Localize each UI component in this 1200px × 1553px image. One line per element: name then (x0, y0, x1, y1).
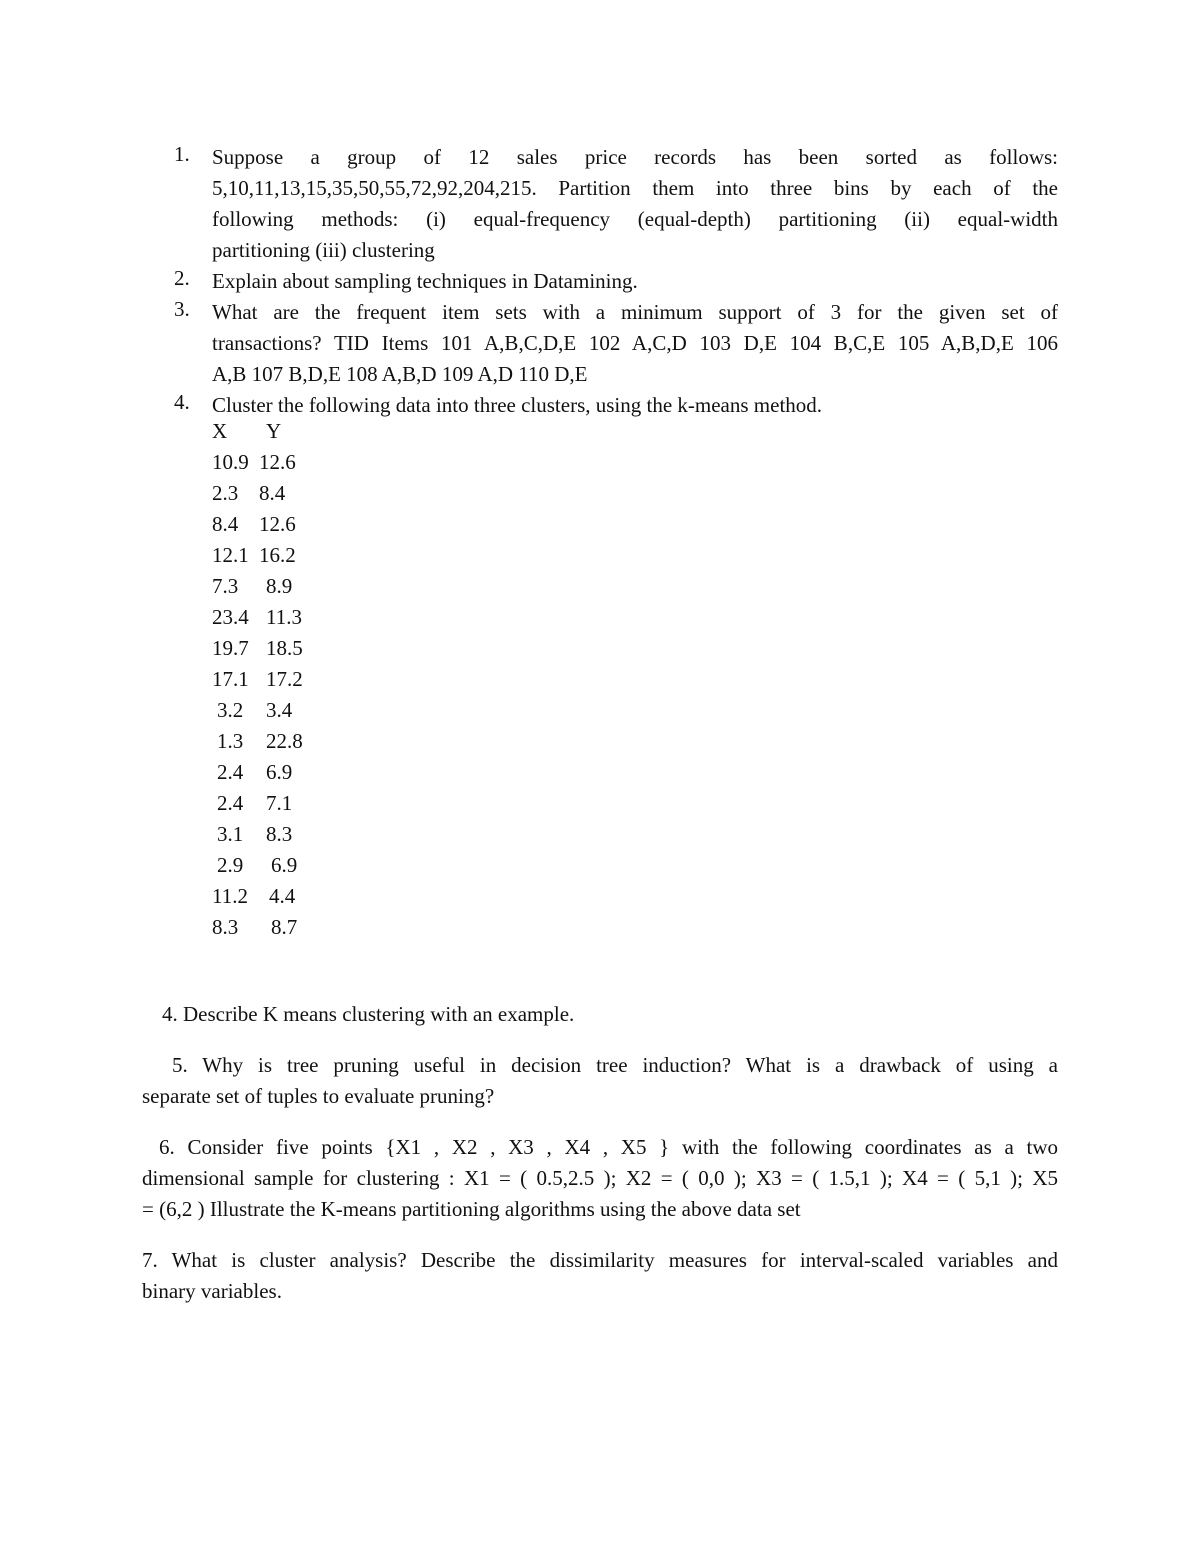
cell-x: 11.2 (212, 884, 248, 908)
question-3-line: transactions? TID Items 101 A,B,C,D,E 102 A,C,D 103 D,E 104 B,C,E 105 A,B,D,E 106 (212, 331, 1058, 355)
cell-x: 2.9 (217, 853, 244, 877)
cell-x: 3.1 (217, 822, 244, 846)
cell-x: 1.3 (217, 729, 244, 753)
cell-x: 19.7 (212, 636, 249, 660)
question-3 (212, 297, 1058, 390)
cell-x: 12.1 (212, 543, 249, 567)
cell-y: 3.4 (266, 698, 293, 722)
paragraph-line: dimensional sample for clustering : X1 = ( 0.5,2.5 ); X2 = ( 0,0 ); X3 = ( 1.5,1 ); X4 = ( 5,1 ); X5 (142, 1166, 1058, 1190)
question-1 (212, 142, 1058, 266)
cell-x: 17.1 (212, 667, 249, 691)
list-number-2: 2. (174, 266, 190, 290)
cell-x: 23.4 (212, 605, 249, 629)
cell-y: 8.3 (266, 822, 293, 846)
cell-y: 6.9 (266, 760, 293, 784)
paragraph-line: 6. Consider five points {X1 , X2 , X3 , X4 , X5 } with the following coordinates as a two (159, 1135, 1058, 1159)
cell-x: 2.4 (217, 760, 244, 784)
cell-x: 2.3 (212, 481, 239, 505)
cell-y: 17.2 (266, 667, 303, 691)
question-5 (142, 1050, 1058, 1112)
paragraph-line: 7. What is cluster analysis? Describe the dissimilarity measures for interval-scaled variables and (142, 1248, 1058, 1272)
cell-y: 6.9 (271, 853, 298, 877)
question-1-line: partitioning (iii) clustering (212, 238, 435, 262)
question-7 (142, 1245, 1058, 1307)
cell-x: 2.4 (217, 791, 244, 815)
cell-x: 8.3 (212, 915, 239, 939)
cell-y: 8.4 (259, 481, 286, 505)
question-4 (212, 390, 1058, 421)
question-3-line: What are the frequent item sets with a minimum support of 3 for the given set of (212, 300, 1058, 324)
paragraph-line: separate set of tuples to evaluate pruning? (142, 1084, 495, 1108)
cell-y: 18.5 (266, 636, 303, 660)
cell-y: 22.8 (266, 729, 303, 753)
list-number-4: 4. (174, 390, 190, 414)
cell-y: 7.1 (266, 791, 293, 815)
cell-y: 12.6 (259, 512, 296, 536)
cell-y: 8.7 (271, 915, 298, 939)
cell-x: 10.9 (212, 450, 249, 474)
cell-y: 11.3 (266, 605, 302, 629)
question-2 (212, 266, 1058, 297)
question-3-line: A,B 107 B,D,E 108 A,B,D 109 A,D 110 D,E (212, 362, 588, 386)
paragraph-line: 4. Describe K means clustering with an example. (162, 1002, 575, 1026)
cell-y: 12.6 (259, 450, 296, 474)
cell-x: 3.2 (217, 698, 244, 722)
question-6 (142, 1132, 1058, 1225)
cell-x: 8.4 (212, 512, 239, 536)
question-4-line: Cluster the following data into three clusters, using the k-means method. (212, 393, 823, 417)
cell-y: 16.2 (259, 543, 296, 567)
header-x: X (212, 419, 228, 443)
question-4-describe (142, 999, 1058, 1030)
paragraph-line: 5. Why is tree pruning useful in decision tree induction? What is a drawback of using a (172, 1053, 1058, 1077)
question-2-line: Explain about sampling techniques in Datamining. (212, 269, 638, 293)
question-1-line: following methods: (i) equal-frequency (equal-depth) partitioning (ii) equal-width (212, 207, 1058, 231)
question-1-line: Suppose a group of 12 sales price records has been sorted as follows: (212, 145, 1058, 169)
cell-y: 4.4 (269, 884, 296, 908)
paragraph-line: binary variables. (142, 1279, 282, 1303)
paragraph-line: = (6,2 ) Illustrate the K-means partitioning algorithms using the above data set (142, 1197, 801, 1221)
question-1-line: 5,10,11,13,15,35,50,55,72,92,204,215. Partition them into three bins by each of the (212, 176, 1058, 200)
list-number-1: 1. (174, 142, 190, 166)
header-y: Y (266, 419, 282, 443)
cell-y: 8.9 (266, 574, 293, 598)
list-number-3: 3. (174, 297, 190, 321)
cell-x: 7.3 (212, 574, 239, 598)
